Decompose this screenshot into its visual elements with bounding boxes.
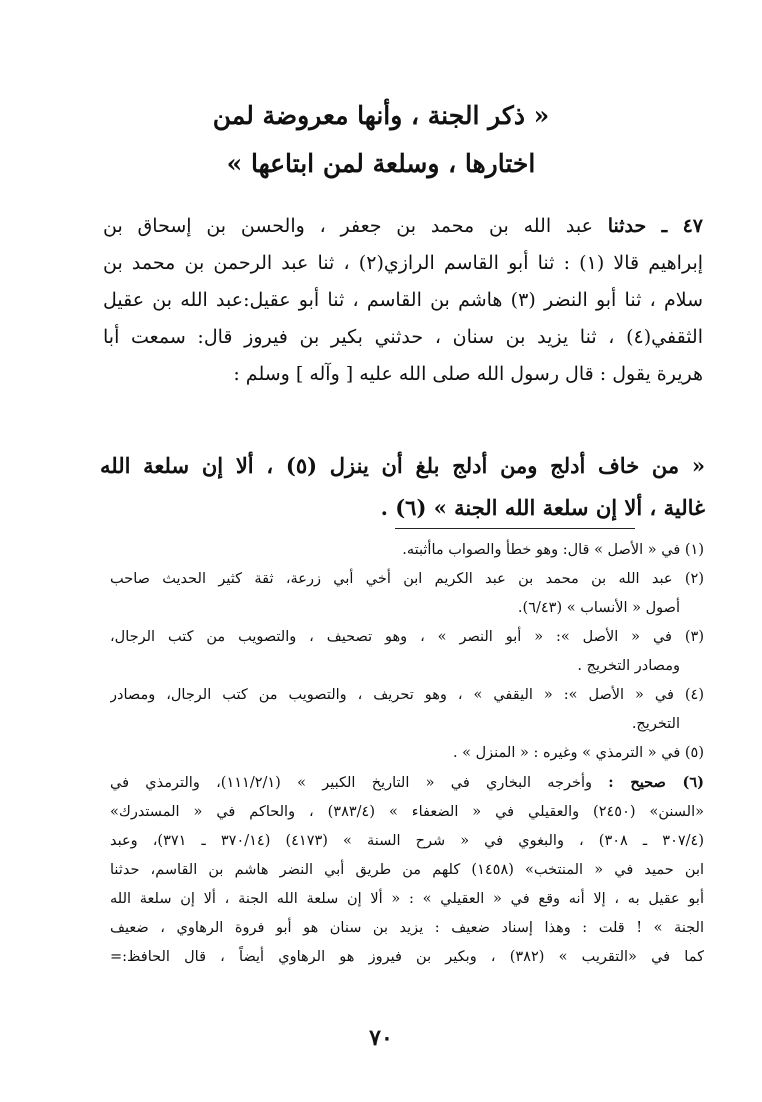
footnote-separator	[395, 528, 635, 529]
body-line-3: سلام ، ثنا أبو النضر (٣) هاشم بن القاسم ، ثنا أبو عقيل:عبد الله بن عقيل	[103, 289, 703, 311]
footnote-line: (١) في « الأصل » قال: وهو خطأ والصواب ماأثبته.	[402, 542, 704, 558]
footnote-line: ابن حميد في « المنتخب» (١٤٥٨) كلهم من طريق أبي النضر هاشم بن القاسم، حدثنا	[110, 862, 704, 878]
body-line-1-text: عبد الله بن محمد بن جعفر ، والحسن بن إسحاق بن	[103, 215, 593, 237]
hadith-line-2: غالية ، ألا إن سلعة الله الجنة » (٦) .	[380, 495, 705, 520]
footnote-1	[110, 536, 704, 565]
footnote-line-1	[110, 768, 704, 798]
body-line-5: هريرة يقول : قال رسول الله صلى الله عليه [ وآله ] وسلم :	[233, 363, 703, 385]
body-line-4: الثقفي(٤) ، ثنا يزيد بن سنان ، حدثني بكير بن فيروز قال: سمعت أبا	[103, 326, 703, 348]
footnotes	[110, 536, 704, 972]
footnote-line: أبو عقيل به ، إلا أنه وقع في « العقيلي » : « ألا إن سلعة الله الجنة ، ألا إن سلعة الله	[110, 891, 704, 907]
footnote-line: (٥) في « الترمذي » وغيره : « المنزل » .	[452, 745, 704, 761]
footnote-line: الجنة » ! قلت : وهذا إسناد ضعيف : يزيد بن سنان هو أبو فروة الرهاوي ، ضعيف	[110, 920, 704, 936]
footnote-6	[110, 768, 704, 972]
chapter-title	[0, 92, 762, 188]
body-line-1	[103, 208, 703, 245]
footnote-2	[110, 565, 704, 623]
footnote-line: أصول « الأنساب » (٦/٤٣).	[517, 600, 680, 616]
body-line-2: إبراهيم قالا (١) : ثنا أبو القاسم الرازي(٢) ، ثنا عبد الرحمن بن محمد بن	[103, 252, 703, 274]
footnote-4	[110, 681, 704, 739]
footnote-line: كما في «التقريب » (٣٨٢) ، وبكير بن فيروز هو الرهاوي أيضاً ، قال الحافظ:=	[110, 949, 704, 965]
isnad-paragraph	[103, 208, 703, 393]
footnote-line: «السنن» (٢٤٥٠) والعقيلي في « الضعفاء » (٣٨٣/٤) ، والحاكم في « المستدرك»	[110, 804, 704, 820]
footnote-line: التخريج.	[631, 716, 680, 732]
chapter-title-line-2: اختارها ، وسلعة لمن ابتاعها »	[226, 149, 536, 178]
footnote-line: (٣٠٧/٤ ـ ٣٠٨) ، والبغوي في « شرح السنة » (٤١٧٣) (٣٧٠/١٤ ـ ٣٧١)، وعبد	[110, 833, 704, 849]
footnote-3	[110, 623, 704, 681]
footnote-line: (٣) في « الأصل »: « أبو النصر » ، وهو تصحيف ، والتصويب من كتب الرجال،	[110, 629, 704, 645]
footnote-5	[110, 739, 704, 768]
hadith-line-1: « من خاف أدلج ومن أدلج بلغ أن ينزل (٥) ، ألا إن سلعة الله	[100, 453, 705, 478]
footnote-line: (٢) عبد الله بن محمد بن عبد الكريم ابن أخي أبي زرعة، ثقة كثير الحديث صاحب	[110, 571, 704, 587]
chapter-title-line-1: « ذكر الجنة ، وأنها معروضة لمن	[212, 101, 550, 130]
footnote-line: (٤) في « الأصل »: « اليقفي » ، وهو تحريف ، والتصويب من كتب الرجال، ومصادر	[110, 687, 704, 703]
hadith-text	[100, 445, 705, 529]
hadith-number: ٤٧ ـ حدثنا	[607, 215, 703, 237]
footnote-6-text: وأخرجه البخاري في « التاريخ الكبير » (١١١/٢/١)، والترمذي في	[110, 775, 593, 791]
page-number: ٧٠	[369, 1025, 393, 1051]
footnote-line: ومصادر التخريج .	[577, 658, 680, 674]
footnote-6-label: (٦) صحيح :	[608, 774, 704, 791]
